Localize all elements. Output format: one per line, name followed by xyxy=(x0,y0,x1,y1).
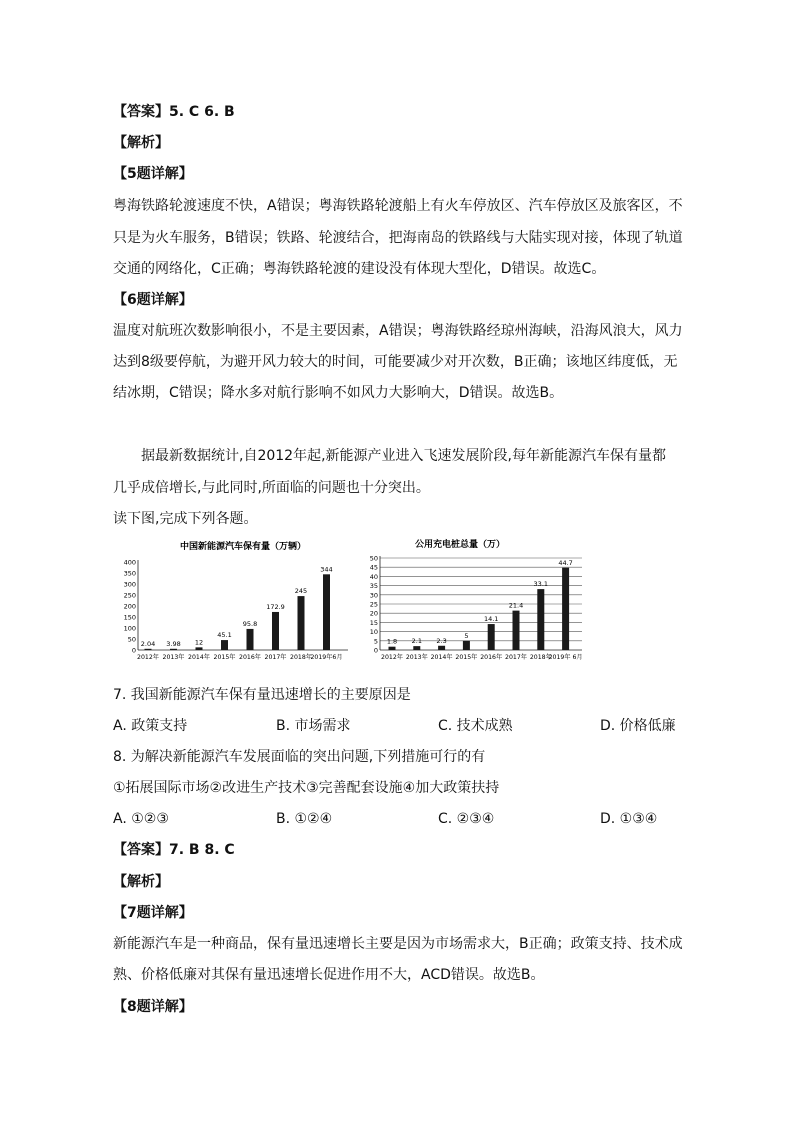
chart2-ytick-label: 20 xyxy=(369,609,378,618)
q6-detail-line: 结冰期，C错误；降水多对航行影响不如风力大影响大，D错误。故选B。 xyxy=(113,385,564,401)
q8-option-d[interactable]: D. ①③④ xyxy=(600,811,658,827)
passage-line: 几乎成倍增长,与此同时,所面临的问题也十分突出。 xyxy=(113,480,430,496)
chart1-ytick-label: 0 xyxy=(131,646,136,655)
q6-detail-line: 温度对航班次数影响很小，不是主要因素，A错误；粤海铁路经琼州海峡，沿海风浪大，风力 xyxy=(113,323,683,339)
chart2-category-label: 2016年 xyxy=(480,654,503,661)
chart2-value-label: 14.1 xyxy=(483,615,499,624)
chart2-ytick-label: 15 xyxy=(369,618,378,627)
chart2-category-label: 2017年 xyxy=(505,654,527,661)
chart2-bar xyxy=(389,647,396,650)
chart1-bar xyxy=(221,640,228,650)
chart1-ytick-label: 200 xyxy=(123,602,136,611)
chart2-bar xyxy=(488,624,495,650)
chart2-bar xyxy=(513,611,520,650)
instruction: 读下图,完成下列各题。 xyxy=(113,511,258,527)
analysis-heading-2: 【解析】 xyxy=(113,874,169,890)
chart1-category-label: 2018年 xyxy=(290,654,312,661)
chart2-value-label: 2.1 xyxy=(411,637,422,646)
chart1-ytick-label: 250 xyxy=(123,591,136,600)
chart2-bar xyxy=(413,646,420,650)
chart2-bar xyxy=(438,646,445,650)
charts-figure xyxy=(110,538,600,666)
chart1-ytick-label: 50 xyxy=(127,635,136,644)
chart1-value-label: 344 xyxy=(320,565,333,574)
chart1-ytick-label: 350 xyxy=(123,569,136,578)
chart2-ytick-label: 10 xyxy=(369,628,378,637)
chart1-bar xyxy=(145,649,152,650)
chart2-bar xyxy=(562,568,569,650)
q8-option-c[interactable]: C. ②③④ xyxy=(438,811,495,827)
chart1-bar xyxy=(247,629,254,650)
chart2-value-label: 44.7 xyxy=(558,558,573,567)
chart1-category-label: 2016年 xyxy=(239,654,261,661)
chart1-value-label: 2.04 xyxy=(140,639,156,648)
q5-detail-line: 交通的网络化，C正确；粤海铁路轮渡的建设没有体现大型化，D错误。故选C。 xyxy=(113,261,606,277)
chart1-category-label: 2017年 xyxy=(264,654,287,661)
q7-option-c[interactable]: C. 技术成熟 xyxy=(438,718,513,734)
chart1-value-label: 245 xyxy=(294,587,308,596)
chart2-value-label: 2.3 xyxy=(436,636,447,645)
chart2-title: 公用充电桩总量（万） xyxy=(414,540,506,550)
q7-option-b[interactable]: B. 市场需求 xyxy=(276,718,351,734)
chart1-value-label: 3.98 xyxy=(166,639,181,648)
chart2-ytick-label: 35 xyxy=(369,582,378,591)
q7-detail-heading: 【7题详解】 xyxy=(113,905,193,921)
chart1-category-label: 2019年6月 xyxy=(310,654,343,661)
chart1-category-label: 2015年 xyxy=(213,654,236,661)
chart1-bar xyxy=(272,612,279,650)
chart2-bar xyxy=(537,589,544,650)
q8-detail-heading: 【8题详解】 xyxy=(113,999,193,1015)
chart2-ytick-label: 5 xyxy=(373,637,378,646)
q8-option-a[interactable]: A. ①②③ xyxy=(113,811,169,827)
chart2-value-label: 21.4 xyxy=(508,601,524,610)
chart2-ytick-label: 45 xyxy=(369,563,378,572)
chart2-category-label: 2018年 xyxy=(529,654,552,661)
chart2-value-label: 1.8 xyxy=(386,637,398,646)
chart1-ytick-label: 150 xyxy=(123,613,136,622)
chart2-ytick-label: 30 xyxy=(369,591,378,600)
chart2-value-label: 33.1 xyxy=(533,580,549,589)
chart1-ytick-label: 300 xyxy=(123,580,136,589)
q5-detail-line: 粤海铁路轮渡速度不快，A错误；粤海铁路轮渡船上有火车停放区、汽车停放区及旅客区，不 xyxy=(113,198,683,214)
q5-detail-heading: 【5题详解】 xyxy=(113,166,193,182)
q7-detail-line: 熟、价格低廉对其保有量迅速增长促进作用不大，ACD错误。故选B。 xyxy=(113,967,545,983)
q8-option-b[interactable]: B. ①②④ xyxy=(276,811,333,827)
q7-detail-line: 新能源汽车是一种商品，保有量迅速增长主要是因为市场需求大，B正确；政策支持、技术成 xyxy=(113,936,683,952)
q5-detail-line: 只是为火车服务，B错误；铁路、轮渡结合，把海南岛的铁路线与大陆实现对接，体现了轨道 xyxy=(113,230,683,246)
chart1-ytick-label: 100 xyxy=(123,624,136,633)
chart1-bar xyxy=(298,596,305,650)
q6-detail-line: 达到8级要停航，为避开风力较大的时间，可能要减少对开次数，B正确；该地区纬度低，无 xyxy=(113,354,678,370)
chart1-bar xyxy=(323,574,330,650)
chart1-category-label: 2012年 xyxy=(137,654,159,661)
chart1-value-label: 45.1 xyxy=(217,631,232,640)
chart1-category-label: 2014年 xyxy=(188,654,210,661)
chart1-value-label: 95.8 xyxy=(242,619,258,628)
q7-option-d[interactable]: D. 价格低廉 xyxy=(600,718,676,734)
chart2-ytick-label: 40 xyxy=(369,572,378,581)
q6-detail-heading: 【6题详解】 xyxy=(113,292,193,308)
chart1-value-label: 12 xyxy=(194,638,204,647)
chart1-bar xyxy=(196,647,203,650)
passage-line: 据最新数据统计,自2012年起,新能源产业进入飞速发展阶段,每年新能源汽车保有量都 xyxy=(141,448,666,464)
chart1-title: 中国新能源汽车保有量（万辆） xyxy=(179,542,307,552)
chart2-category-label: 2019年 6月 xyxy=(548,654,583,661)
chart2-category-label: 2013年 xyxy=(405,654,428,661)
analysis-heading: 【解析】 xyxy=(113,135,169,151)
chart2-category-label: 2015年 xyxy=(455,654,478,661)
chart1-ytick-label: 400 xyxy=(123,558,136,567)
chart1-category-label: 2013年 xyxy=(162,654,185,661)
chart2-ytick-label: 50 xyxy=(369,554,378,563)
chart2-value-label: 5 xyxy=(464,631,469,640)
answer-5-6: 【答案】5. C 6. B xyxy=(113,104,235,120)
chart1-bar xyxy=(170,649,177,650)
q8-items: ①拓展国际市场②改进生产技术③完善配套设施④加大政策扶持 xyxy=(113,780,500,796)
q8-stem: 8. 为解决新能源汽车发展面临的突出问题,下列措施可行的有 xyxy=(113,749,486,765)
chart2-bar xyxy=(463,641,470,650)
chart2-category-label: 2014年 xyxy=(430,654,453,661)
chart2-ytick-label: 0 xyxy=(373,646,378,655)
chart1-value-label: 172.9 xyxy=(266,602,285,611)
q7-stem: 7. 我国新能源汽车保有量迅速增长的主要原因是 xyxy=(113,687,411,703)
q7-option-a[interactable]: A. 政策支持 xyxy=(113,718,188,734)
answer-7-8: 【答案】7. B 8. C xyxy=(113,842,235,858)
chart2-ytick-label: 25 xyxy=(369,600,378,609)
chart2-category-label: 2012年 xyxy=(381,654,403,661)
